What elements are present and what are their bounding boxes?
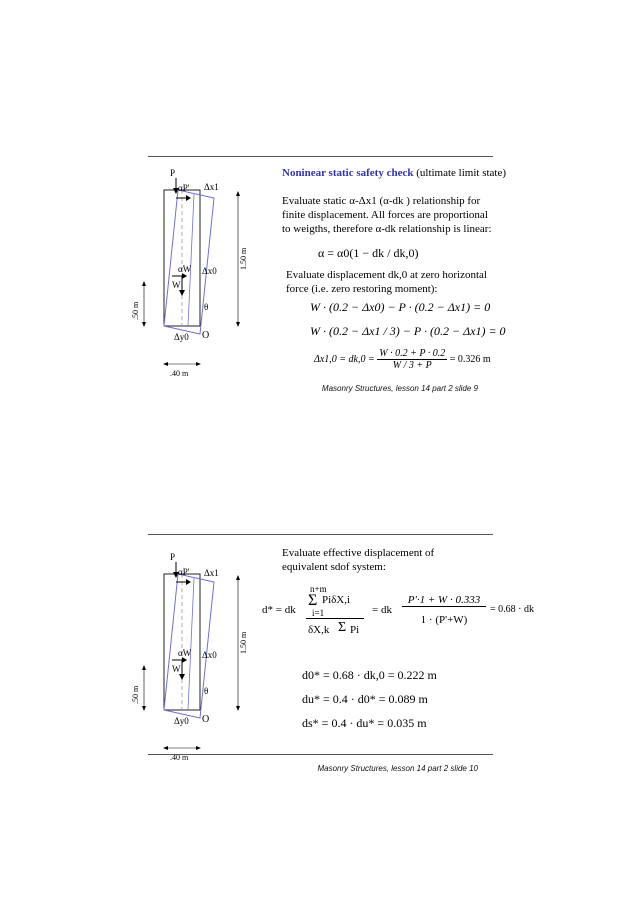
label-dy0: Δy0 — [174, 332, 189, 342]
slide-10 — [0, 528, 638, 818]
sum-bottom: i=1 — [312, 608, 325, 618]
label-alphaW: αW — [178, 264, 192, 274]
den-sum: Pi — [350, 624, 360, 636]
slide-9 — [0, 150, 638, 440]
du-equation: du* = 0.4 · d0* = 0.089 m — [302, 692, 428, 706]
top-rule-2 — [148, 534, 493, 535]
slide-title-rest: (ultimate limit state) — [413, 167, 507, 179]
label-O-2: O — [202, 714, 210, 725]
label-left: .50 m — [131, 301, 140, 320]
wall-rocking-diagram — [128, 164, 268, 404]
wall-rocking-diagram-2 — [128, 540, 268, 770]
eq-mid: = dk — [372, 604, 392, 616]
label-W: W — [172, 280, 181, 290]
d0-equation: d0* = 0.68 · dk,0 = 0.222 m — [302, 668, 437, 682]
label-theta: θ — [204, 302, 209, 312]
paragraph-2: Evaluate displacement dk,0 at zero horizontal force (i.e. zero restoring moment): — [286, 269, 487, 295]
label-P: P — [170, 168, 176, 178]
sum-term: PiδX,i — [322, 594, 351, 606]
sum-top: n+m — [310, 584, 327, 594]
caption-slide-10: Masonry Structures, lesson 14 part 2 slide 10 — [317, 764, 478, 773]
equilibrium-eq-2: W · (0.2 − Δx1 / 3) − P · (0.2 − Δx1) = 0 — [310, 324, 506, 338]
d-star-left: d* = dk — [262, 604, 296, 616]
eq3-numerator: W · 0.2 + P · 0.2 — [379, 348, 446, 359]
label-height-2: 1.50 m — [239, 631, 248, 654]
sum-sign-1: Σ — [308, 592, 318, 609]
label-dy0-2: Δy0 — [174, 716, 189, 726]
fraction-bar-1 — [306, 618, 364, 619]
label-alphaP-2: αP' — [178, 567, 190, 577]
paragraph-sdof: Evaluate effective displacement of equivalent sdof system: — [282, 547, 435, 573]
label-alphaP: αP' — [178, 183, 190, 193]
eq3-denominator: W / 3 + P — [392, 360, 432, 371]
top-rule — [148, 156, 493, 157]
eq3-left: Δx1,0 = dk,0 = — [314, 353, 375, 365]
label-P-2: P — [170, 552, 176, 562]
rotated-centerline — [188, 194, 194, 326]
label-left-2: .50 m — [131, 685, 140, 704]
label-height: 1.50 m — [239, 247, 248, 270]
eq3-fraction — [377, 348, 447, 371]
caption-slide-9: Masonry Structures, lesson 14 part 2 slide 9 — [321, 384, 478, 393]
d-star-equation — [262, 580, 502, 650]
label-dx0: Δx0 — [202, 266, 217, 276]
label-dx1-2: Δx1 — [204, 568, 219, 578]
eq3-right: = 0.326 m — [449, 353, 491, 365]
ds-equation: ds* = 0.4 · du* = 0.035 m — [302, 716, 427, 730]
label-width: .40 m — [170, 369, 189, 378]
label-W-2: W — [172, 664, 181, 674]
displacement-eq — [314, 348, 491, 371]
sum-sign-2: Σ — [338, 620, 347, 635]
frac-denominator: 1 · (P'+W) — [420, 614, 468, 626]
slide-title: Noninear static safety check — [282, 167, 414, 179]
label-width-2: .40 m — [170, 753, 189, 762]
title-line — [282, 166, 542, 180]
label-O: O — [202, 330, 210, 341]
label-theta-2: θ — [204, 686, 209, 696]
label-alphaW-2: αW — [178, 648, 192, 658]
label-dx0-2: Δx0 — [202, 650, 217, 660]
bottom-rule-2 — [148, 754, 493, 755]
equilibrium-eq-1: W · (0.2 − Δx0) − P · (0.2 − Δx1) = 0 — [310, 300, 491, 314]
frac-numerator: P'·1 + W · 0.333 — [402, 594, 486, 607]
paragraph-1: Evaluate static α-Δx1 (α-dk ) relationship for finite displacement. All forces are proportional to weigths, therefore α-dk relationship is linear: — [282, 195, 492, 235]
alpha-equation: α = α0(1 − dk / dk,0) — [318, 246, 419, 260]
d-star-right: = 0.68 · dk — [490, 604, 534, 615]
den-term: δX,k — [308, 624, 330, 636]
label-dx1: Δx1 — [204, 182, 219, 192]
